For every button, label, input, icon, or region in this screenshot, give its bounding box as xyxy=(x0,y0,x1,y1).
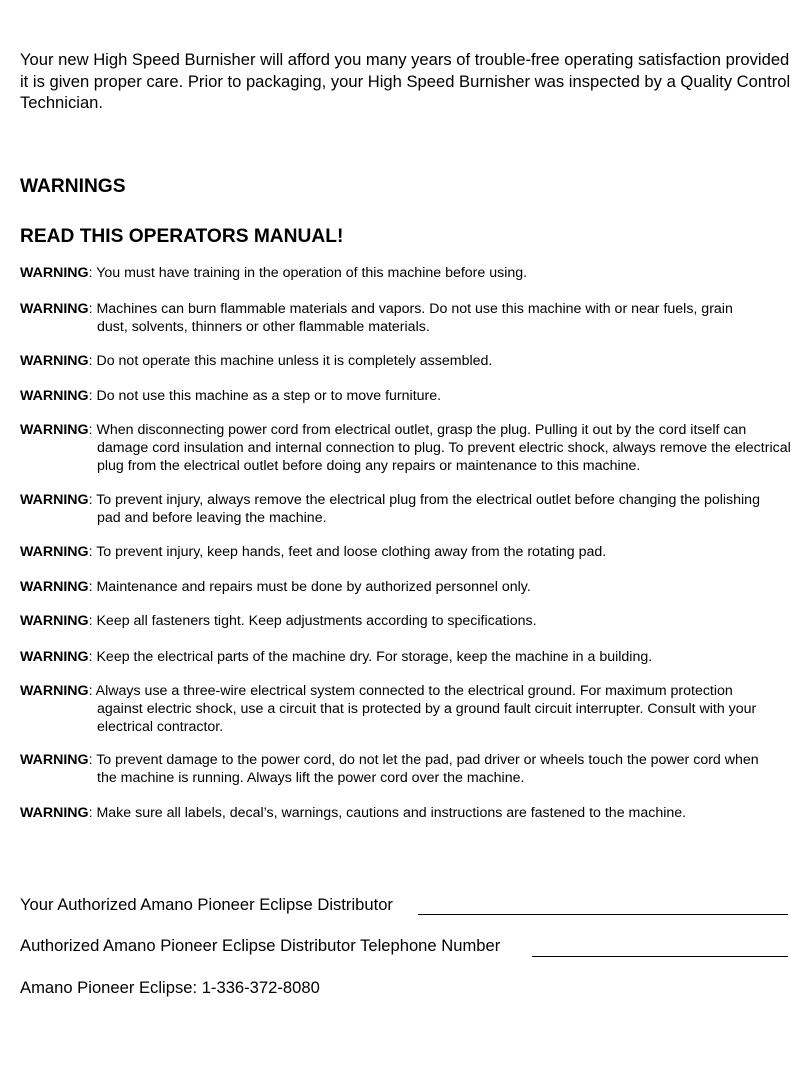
warning-text-continued: damage cord insulation and internal connection to plug. To prevent electric shock, always remove the electrical plug from the electrical outlet before doing any repairs or maintenance to this machine. xyxy=(97,440,791,474)
warning-label: WARNING xyxy=(20,492,89,508)
warning-text-continued: against electric shock, use a circuit that is protected by a ground fault circuit interrupter. Consult with your electrical contractor. xyxy=(97,701,757,735)
warning-text: : You must have training in the operation of this machine before using. xyxy=(88,265,528,281)
warning-item xyxy=(20,352,792,370)
distributor-phone-blank-line xyxy=(532,956,788,957)
warning-text: : To prevent injury, always remove the electrical plug from the electrical outlet before changing the polishing xyxy=(88,492,760,508)
warning-label: WARNING xyxy=(20,544,89,560)
warning-label: WARNING xyxy=(20,579,89,595)
warning-text-continued: dust, solvents, thinners or other flammable materials. xyxy=(97,319,430,335)
warning-label: WARNING xyxy=(20,649,89,665)
warning-item xyxy=(20,421,792,475)
warning-item xyxy=(20,612,792,630)
warning-item xyxy=(20,264,792,282)
warning-text: : Machines can burn flammable materials and vapors. Do not use this machine with or near fuels, grain xyxy=(88,301,733,317)
distributor-name-label: Your Authorized Amano Pioneer Eclipse Distributor xyxy=(20,895,393,914)
warning-text: : Make sure all labels, decal’s, warnings, cautions and instructions are fastened to the machine. xyxy=(88,805,687,821)
warning-text-continued: the machine is running. Always lift the power cord over the machine. xyxy=(97,770,525,786)
read-manual-heading: READ THIS OPERATORS MANUAL! xyxy=(20,226,344,247)
warning-label: WARNING xyxy=(20,301,89,317)
warning-text: : Do not operate this machine unless it is completely assembled. xyxy=(88,353,493,369)
distributor-name-blank-line xyxy=(418,914,788,915)
warning-item xyxy=(20,491,792,527)
warning-text: : When disconnecting power cord from electrical outlet, grasp the plug. Pulling it out by the cord itself can xyxy=(88,422,747,438)
warning-text: : Keep all fasteners tight. Keep adjustments according to specifications. xyxy=(88,613,537,629)
warning-item xyxy=(20,804,792,822)
company-phone: Amano Pioneer Eclipse: 1-336-372-8080 xyxy=(20,978,320,997)
warning-item xyxy=(20,682,792,736)
warning-text: : Keep the electrical parts of the machine dry. For storage, keep the machine in a building. xyxy=(88,649,653,665)
warning-label: WARNING xyxy=(20,265,89,281)
warning-text: : To prevent injury, keep hands, feet and loose clothing away from the rotating pad. xyxy=(88,544,607,560)
warning-label: WARNING xyxy=(20,613,89,629)
warning-label: WARNING xyxy=(20,805,89,821)
warning-item xyxy=(20,300,792,336)
intro-paragraph: Your new High Speed Burnisher will afford you many years of trouble-free operating satisfaction provided it is given proper care. Prior to packaging, your High Speed Burnisher was inspected by a Quality Control Technician. xyxy=(20,50,791,112)
warning-item xyxy=(20,543,792,561)
warning-text: : Always use a three-wire electrical system connected to the electrical ground. For maximum protection xyxy=(88,683,733,699)
warning-item xyxy=(20,387,792,405)
warning-item xyxy=(20,648,792,666)
warning-text-continued: pad and before leaving the machine. xyxy=(97,510,327,526)
warning-label: WARNING xyxy=(20,683,89,699)
warning-text: : Do not use this machine as a step or to move furniture. xyxy=(88,388,442,404)
warning-label: WARNING xyxy=(20,353,89,369)
warning-text: : Maintenance and repairs must be done by authorized personnel only. xyxy=(88,579,531,595)
warning-label: WARNING xyxy=(20,752,89,768)
warning-label: WARNING xyxy=(20,422,89,438)
warning-item xyxy=(20,751,792,787)
warning-item xyxy=(20,578,792,596)
warnings-heading: WARNINGS xyxy=(20,176,126,197)
distributor-phone-label: Authorized Amano Pioneer Eclipse Distributor Telephone Number xyxy=(20,936,501,955)
warning-text: : To prevent damage to the power cord, do not let the pad, pad driver or wheels touch the power cord when xyxy=(88,752,759,768)
warning-label: WARNING xyxy=(20,388,89,404)
